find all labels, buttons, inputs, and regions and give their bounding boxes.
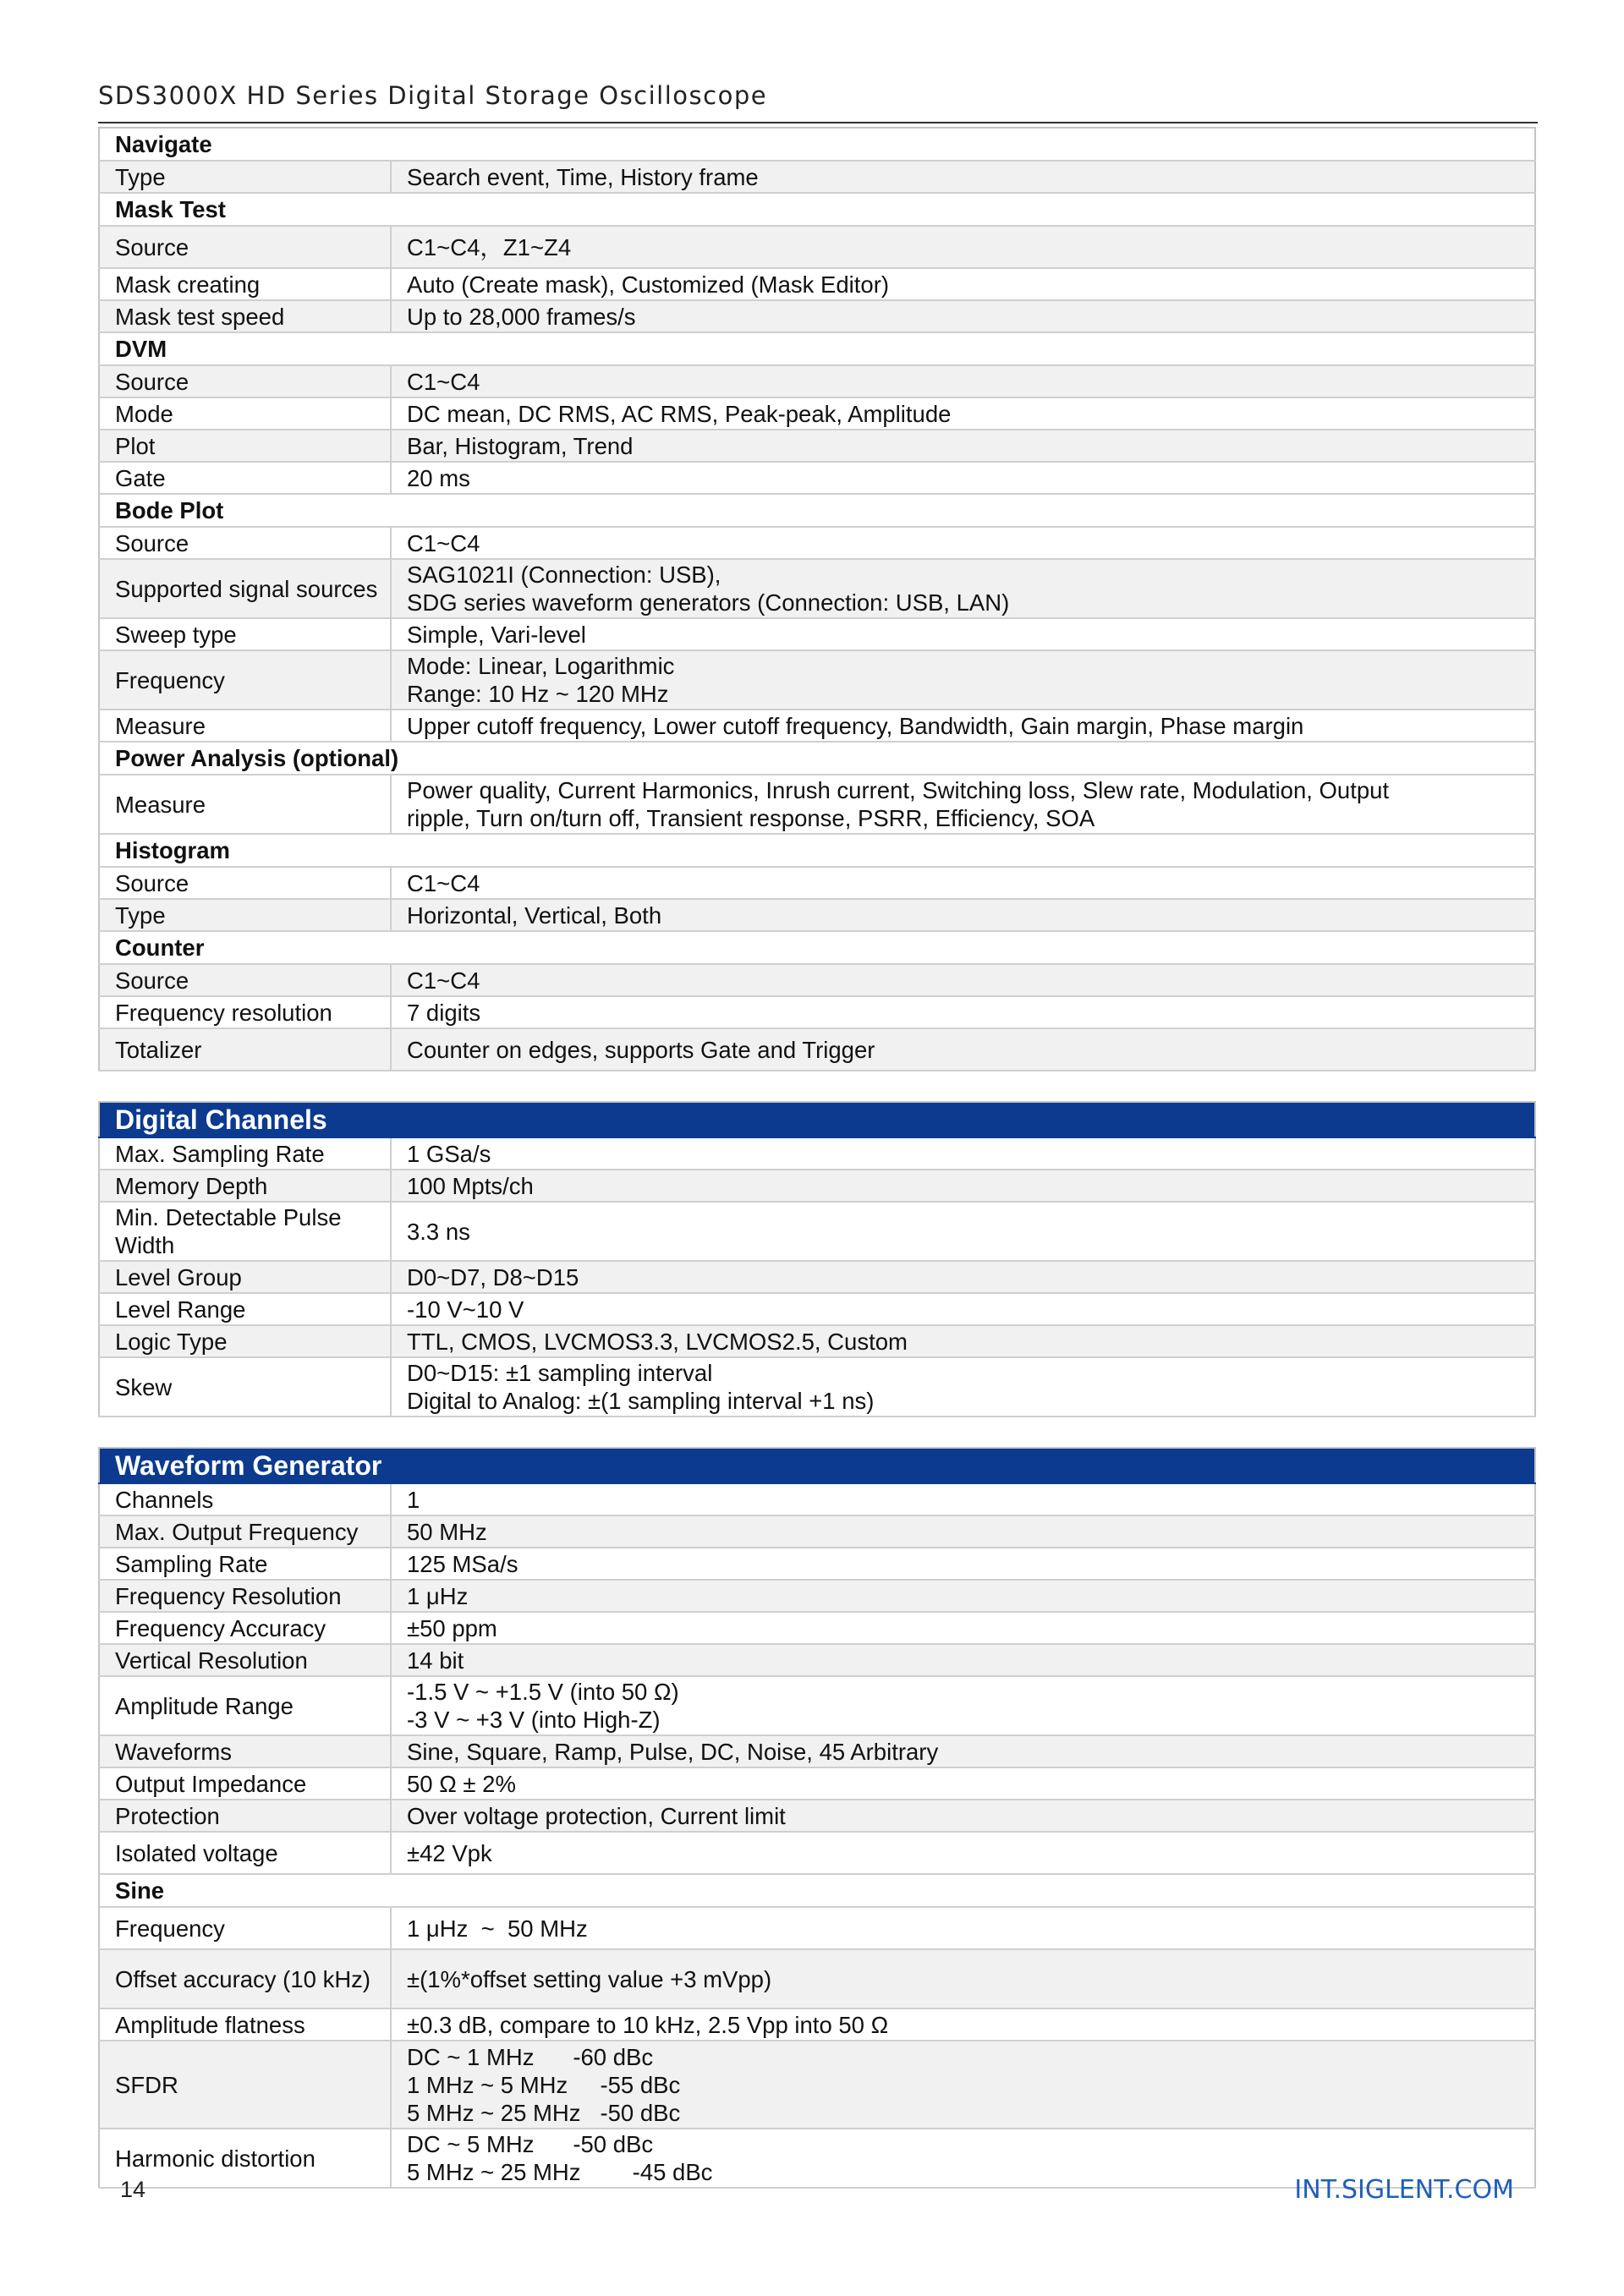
spec-label: Totalizer — [99, 1028, 391, 1071]
spec-value: C1~C4，Z1~Z4 — [391, 226, 1535, 268]
spec-row — [99, 365, 1535, 397]
spec-label: Max. Output Frequency — [99, 1515, 391, 1548]
spec-row — [99, 1644, 1535, 1676]
spec-value: 20 ms — [391, 462, 1535, 494]
spec-label: Frequency — [99, 650, 391, 710]
spec-value-line: Range: 10 Hz ~ 120 MHz — [407, 681, 669, 707]
spec-value-line: SAG1021I (Connection: USB), — [407, 562, 721, 588]
spec-row — [99, 964, 1535, 996]
spec-value: 7 digits — [391, 996, 1535, 1028]
spec-label: Waveforms — [99, 1735, 391, 1767]
spec-value: 3.3 ns — [391, 1202, 1535, 1261]
spec-label: Supported signal sources — [99, 559, 391, 618]
spec-row — [99, 1907, 1535, 1949]
spec-value: Upper cutoff frequency, Lower cutoff frequency, Bandwidth, Gain margin, Phase margin — [391, 710, 1535, 742]
waveform-generator-table — [98, 1447, 1536, 2189]
spec-value-line: -1.5 V ~ +1.5 V (into 50 Ω) — [407, 1679, 679, 1705]
spec-label: Memory Depth — [99, 1170, 391, 1202]
spec-value: Horizontal, Vertical, Both — [391, 899, 1535, 931]
spec-row — [99, 899, 1535, 931]
subsection-header — [99, 494, 1535, 527]
spec-value: C1~C4 — [391, 365, 1535, 397]
spec-value-line: Mode: Linear, Logarithmic — [407, 653, 675, 679]
spec-row — [99, 1293, 1535, 1325]
spec-label: Plot — [99, 430, 391, 462]
spec-value: Over voltage protection, Current limit — [391, 1800, 1535, 1832]
spec-value: ±0.3 dB, compare to 10 kHz, 2.5 Vpp into 50 Ω — [391, 2008, 1535, 2041]
spec-value — [391, 775, 1535, 834]
spec-label: Mask test speed — [99, 300, 391, 332]
spec-row — [99, 1515, 1535, 1548]
spec-value: 125 MSa/s — [391, 1548, 1535, 1580]
spec-row — [99, 710, 1535, 742]
spec-row — [99, 1325, 1535, 1357]
spec-label: Level Range — [99, 1293, 391, 1325]
spec-row — [99, 559, 1535, 618]
spec-value: ±(1%*offset setting value +3 mVpp) — [391, 1949, 1535, 2008]
spec-value: TTL, CMOS, LVCMOS3.3, LVCMOS2.5, Custom — [391, 1325, 1535, 1357]
spec-label: Offset accuracy (10 kHz) — [99, 1949, 391, 2008]
section-title: Waveform Generator — [99, 1448, 1535, 1483]
spec-value-line: 1 MHz ~ 5 MHz -55 dBc — [407, 2071, 681, 2098]
subsection-header — [99, 332, 1535, 365]
spec-label: Type — [99, 161, 391, 193]
spec-label: Source — [99, 867, 391, 899]
document-title: SDS3000X HD Series Digital Storage Oscilloscope — [98, 81, 768, 110]
spec-label: Harmonic distortion — [99, 2129, 391, 2188]
spec-row — [99, 1170, 1535, 1202]
spec-label: Frequency Accuracy — [99, 1612, 391, 1644]
spec-value: ±42 Vpk — [391, 1832, 1535, 1874]
spec-row — [99, 462, 1535, 494]
spec-row — [99, 2008, 1535, 2041]
spec-label: Isolated voltage — [99, 1832, 391, 1874]
subsection-header — [99, 1874, 1535, 1907]
spec-label: Type — [99, 899, 391, 931]
subsection-header — [99, 742, 1535, 775]
spec-value: C1~C4 — [391, 964, 1535, 996]
subsection-title: Bode Plot — [99, 494, 1535, 527]
spec-value: Simple, Vari-level — [391, 618, 1535, 650]
spec-row — [99, 397, 1535, 430]
spec-row — [99, 1612, 1535, 1644]
spec-value: Counter on edges, supports Gate and Trigger — [391, 1028, 1535, 1071]
spec-row — [99, 527, 1535, 559]
spec-value: 1 — [391, 1483, 1535, 1515]
spec-label: Logic Type — [99, 1325, 391, 1357]
spec-row — [99, 1676, 1535, 1735]
spec-label: SFDR — [99, 2041, 391, 2129]
spec-row — [99, 300, 1535, 332]
spec-row — [99, 1767, 1535, 1800]
spec-label: Source — [99, 365, 391, 397]
spec-row — [99, 1800, 1535, 1832]
spec-value-line: -3 V ~ +3 V (into High-Z) — [407, 1707, 661, 1733]
spec-label: Amplitude Range — [99, 1676, 391, 1735]
spec-value-line: SDG series waveform generators (Connection: USB, LAN) — [407, 589, 1010, 616]
spec-value-line: 5 MHz ~ 25 MHz -50 dBc — [407, 2099, 681, 2126]
spec-label: Sweep type — [99, 618, 391, 650]
analysis-spec-table — [98, 127, 1536, 1071]
spec-row — [99, 2041, 1535, 2129]
spec-row — [99, 1202, 1535, 1261]
spec-value-line: ripple, Turn on/turn off, Transient response, PSRR, Efficiency, SOA — [407, 805, 1095, 831]
spec-label: Source — [99, 527, 391, 559]
spec-label: Level Group — [99, 1261, 391, 1293]
spec-value — [391, 559, 1535, 618]
spec-content — [98, 127, 1536, 2189]
spec-value — [391, 650, 1535, 710]
spec-label: Mask creating — [99, 268, 391, 300]
subsection-header — [99, 193, 1535, 226]
spec-value-line: D0~D15: ±1 sampling interval — [407, 1360, 713, 1386]
spec-value: 1 μHz ~ 50 MHz — [391, 1907, 1535, 1949]
spec-label: Frequency resolution — [99, 996, 391, 1028]
spec-label: Frequency Resolution — [99, 1580, 391, 1612]
spec-label: Channels — [99, 1483, 391, 1515]
spec-row — [99, 1548, 1535, 1580]
spec-value — [391, 1357, 1535, 1417]
subsection-title: Histogram — [99, 834, 1535, 867]
header-divider — [98, 122, 1538, 123]
spec-label: Max. Sampling Rate — [99, 1137, 391, 1170]
spec-label: Mode — [99, 397, 391, 430]
subsection-header — [99, 834, 1535, 867]
spec-label: Frequency — [99, 1907, 391, 1949]
spec-value: 100 Mpts/ch — [391, 1170, 1535, 1202]
spec-row — [99, 996, 1535, 1028]
spec-value: 1 μHz — [391, 1580, 1535, 1612]
spec-row — [99, 618, 1535, 650]
spec-row — [99, 1028, 1535, 1071]
spec-value: Search event, Time, History frame — [391, 161, 1535, 193]
website-link[interactable]: INT.SIGLENT.COM — [1294, 2175, 1514, 2205]
subsection-title: DVM — [99, 332, 1535, 365]
subsection-title: Power Analysis (optional) — [99, 742, 1535, 775]
spec-value: C1~C4 — [391, 867, 1535, 899]
spec-row — [99, 1735, 1535, 1767]
spec-row — [99, 1483, 1535, 1515]
subsection-title: Counter — [99, 931, 1535, 964]
digital-channels-table — [98, 1101, 1536, 1417]
spec-value: DC mean, DC RMS, AC RMS, Peak-peak, Amplitude — [391, 397, 1535, 430]
spec-value: Auto (Create mask), Customized (Mask Editor) — [391, 268, 1535, 300]
spec-row — [99, 1137, 1535, 1170]
spec-row — [99, 1580, 1535, 1612]
spec-value: Up to 28,000 frames/s — [391, 300, 1535, 332]
section-banner — [99, 1102, 1535, 1137]
spec-value: -10 V~10 V — [391, 1293, 1535, 1325]
spec-row — [99, 268, 1535, 300]
spec-row — [99, 430, 1535, 462]
page-number: 14 — [120, 2177, 146, 2202]
subsection-header — [99, 128, 1535, 161]
spec-value: 14 bit — [391, 1644, 1535, 1676]
subsection-title: Sine — [99, 1874, 1535, 1907]
spec-label: Source — [99, 964, 391, 996]
spec-value-line: DC ~ 1 MHz -60 dBc — [407, 2043, 654, 2070]
spec-label: Vertical Resolution — [99, 1644, 391, 1676]
spec-row — [99, 775, 1535, 834]
spec-row — [99, 867, 1535, 899]
spec-row — [99, 226, 1535, 268]
spec-value: Sine, Square, Ramp, Pulse, DC, Noise, 45 Arbitrary — [391, 1735, 1535, 1767]
spec-label: Protection — [99, 1800, 391, 1832]
spec-label: Amplitude flatness — [99, 2008, 391, 2041]
spec-value: 50 MHz — [391, 1515, 1535, 1548]
spec-value — [391, 1676, 1535, 1735]
spec-value: Bar, Histogram, Trend — [391, 430, 1535, 462]
spec-row — [99, 1949, 1535, 2008]
spec-label: Source — [99, 226, 391, 268]
spec-value: 50 Ω ± 2% — [391, 1767, 1535, 1800]
spec-value: C1~C4 — [391, 527, 1535, 559]
spec-value-line: DC ~ 5 MHz -50 dBc — [407, 2131, 654, 2157]
spec-row — [99, 1832, 1535, 1874]
subsection-title: Mask Test — [99, 193, 1535, 226]
spec-value-line: Digital to Analog: ±(1 sampling interval +1 ns) — [407, 1388, 875, 1414]
spec-row — [99, 161, 1535, 193]
spec-value: ±50 ppm — [391, 1612, 1535, 1644]
spec-row — [99, 1261, 1535, 1293]
spec-value: 1 GSa/s — [391, 1137, 1535, 1170]
spec-label: Skew — [99, 1357, 391, 1417]
spec-value-line: 5 MHz ~ 25 MHz -45 dBc — [407, 2159, 713, 2185]
spec-label: Sampling Rate — [99, 1548, 391, 1580]
spec-label: Output Impedance — [99, 1767, 391, 1800]
spec-value-line: Power quality, Current Harmonics, Inrush current, Switching loss, Slew rate, Modulation, Output — [407, 777, 1390, 803]
spec-value: D0~D7, D8~D15 — [391, 1261, 1535, 1293]
subsection-title: Navigate — [99, 128, 1535, 161]
spec-label: Min. Detectable Pulse Width — [99, 1202, 391, 1261]
spec-row — [99, 650, 1535, 710]
section-banner — [99, 1448, 1535, 1483]
subsection-header — [99, 931, 1535, 964]
spec-label: Gate — [99, 462, 391, 494]
spec-label: Measure — [99, 710, 391, 742]
section-title: Digital Channels — [99, 1102, 1535, 1137]
spec-value — [391, 2041, 1535, 2129]
spec-label: Measure — [99, 775, 391, 834]
spec-row — [99, 1357, 1535, 1417]
